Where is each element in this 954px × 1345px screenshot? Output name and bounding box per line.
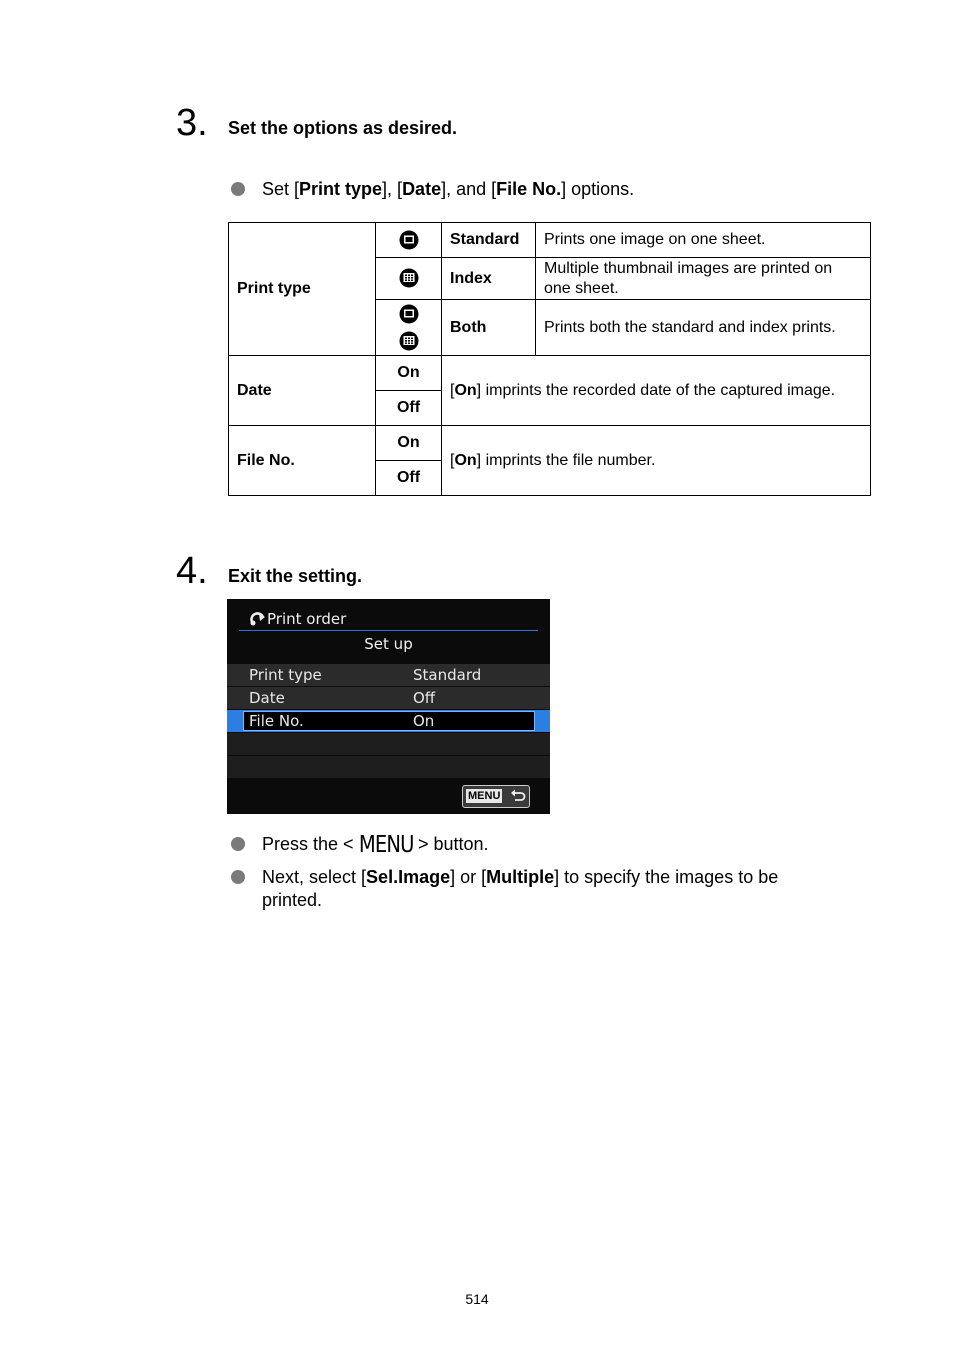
screen-subtitle: Set up (364, 635, 413, 653)
menu-label: MENU (468, 790, 501, 802)
options-table (228, 222, 871, 496)
menu-back-button[interactable] (462, 785, 530, 808)
step-title: Exit the setting. (228, 566, 363, 586)
empty-row (227, 733, 550, 755)
file-no-on-value: On (376, 426, 442, 461)
page-number: 514 (465, 1291, 489, 1307)
screen-title: Print order (267, 610, 347, 628)
bullet-icon (231, 870, 245, 884)
file-no-desc: [On] imprints the file number. (442, 426, 871, 496)
print-type-both-label: Both (442, 300, 536, 356)
file-no-off-value: Off (376, 461, 442, 496)
print-type-index-desc: Multiple thumbnail images are printed on one sheet. (536, 258, 871, 300)
print-both-icon (376, 300, 442, 356)
print-type-standard-label: Standard (442, 223, 536, 258)
print-type-both-desc: Prints both the standard and index prints. (536, 300, 871, 356)
camera-screen (227, 599, 550, 814)
date-desc: [On] imprints the recorded date of the captured image. (442, 356, 871, 426)
menu-row-file-no[interactable] (227, 710, 550, 732)
row-value: On (413, 712, 435, 730)
print-type-header: Print type (229, 223, 376, 356)
row-key: Print type (249, 666, 322, 684)
date-header: Date (229, 356, 376, 426)
title-divider (239, 630, 538, 631)
step-number: 3. (176, 102, 208, 144)
bullet-icon (231, 837, 245, 851)
row-key: Date (249, 689, 285, 707)
step4-bullet-select: Next, select [Sel.Image] or [Multiple] to specify the images to be printed. (262, 867, 779, 910)
bullet-icon (231, 182, 245, 196)
print-standard-icon (376, 223, 442, 258)
print-order-icon (250, 612, 266, 626)
step3-bullet: Set [Print type], [Date], and [File No.] options. (262, 179, 635, 199)
step-title: Set the options as desired. (228, 118, 458, 138)
menu-button-glyph: MENU (358, 832, 414, 858)
step4-bullet-press-menu: Press the < MENU > button. (262, 832, 489, 858)
print-index-icon (376, 258, 442, 300)
step-number: 4. (176, 550, 208, 592)
print-type-standard-desc: Prints one image on one sheet. (536, 223, 871, 258)
file-no-header: File No. (229, 426, 376, 496)
menu-row-date[interactable] (227, 687, 550, 709)
row-key: File No. (249, 712, 304, 730)
date-on-value: On (376, 356, 442, 391)
menu-row-print-type[interactable] (227, 664, 550, 686)
empty-row (227, 756, 550, 778)
print-type-index-label: Index (442, 258, 536, 300)
return-icon (510, 789, 526, 803)
date-off-value: Off (376, 391, 442, 426)
row-value: Standard (413, 666, 482, 684)
row-value: Off (413, 689, 436, 707)
